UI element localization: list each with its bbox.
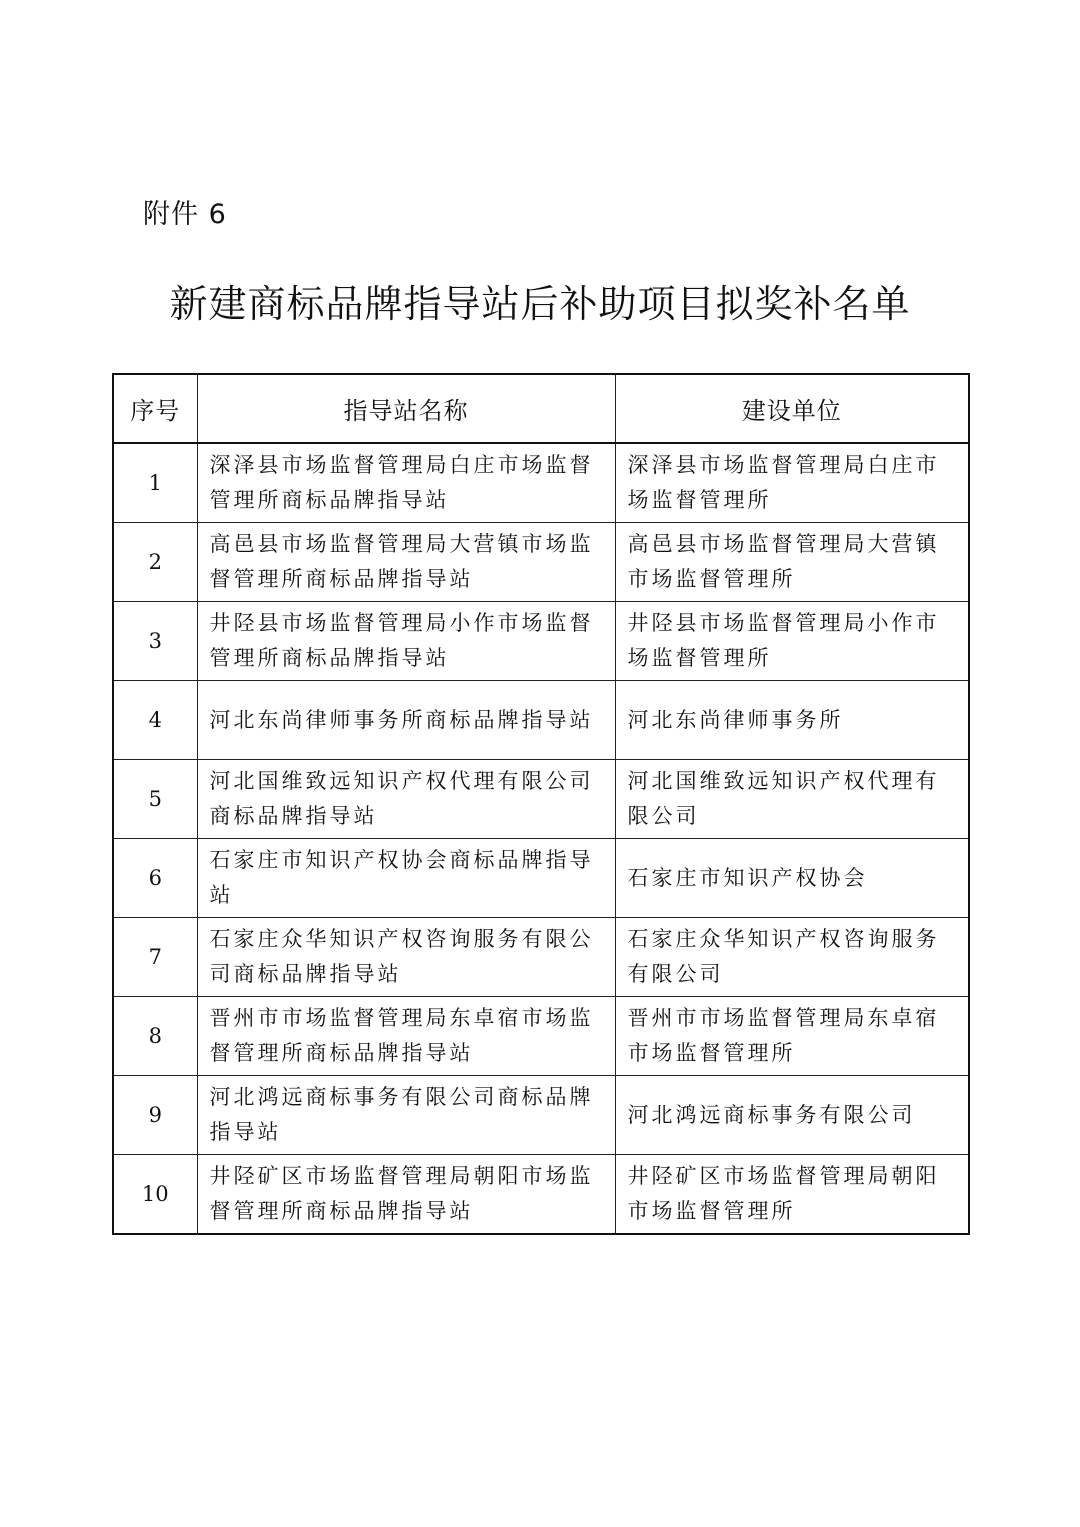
- table-header: [113, 374, 969, 443]
- table-row: [113, 681, 969, 760]
- header-construction-unit: 建设单位: [615, 374, 969, 443]
- table-row: [113, 1155, 969, 1235]
- row-serial-number: 3: [113, 602, 197, 681]
- table-row: [113, 602, 969, 681]
- table-row: [113, 760, 969, 839]
- row-station-name: 深泽县市场监督管理局白庄市场监督管理所商标品牌指导站: [197, 443, 615, 523]
- row-serial-number: 2: [113, 523, 197, 602]
- row-construction-unit: 河北东尚律师事务所: [615, 681, 969, 760]
- row-serial-number: 6: [113, 839, 197, 918]
- row-construction-unit: 河北国维致远知识产权代理有限公司: [615, 760, 969, 839]
- row-station-name: 河北鸿远商标事务有限公司商标品牌指导站: [197, 1076, 615, 1155]
- row-station-name: 石家庄众华知识产权咨询服务有限公司商标品牌指导站: [197, 918, 615, 997]
- row-serial-number: 5: [113, 760, 197, 839]
- row-construction-unit: 深泽县市场监督管理局白庄市场监督管理所: [615, 443, 969, 523]
- row-station-name: 河北东尚律师事务所商标品牌指导站: [197, 681, 615, 760]
- row-construction-unit: 石家庄众华知识产权咨询服务有限公司: [615, 918, 969, 997]
- row-serial-number: 8: [113, 997, 197, 1076]
- award-list-table: [112, 373, 970, 1235]
- header-station-name: 指导站名称: [197, 374, 615, 443]
- row-station-name: 井陉县市场监督管理局小作市场监督管理所商标品牌指导站: [197, 602, 615, 681]
- row-station-name: 河北国维致远知识产权代理有限公司商标品牌指导站: [197, 760, 615, 839]
- document-title: 新建商标品牌指导站后补助项目拟奖补名单: [169, 282, 911, 326]
- header-row: [113, 374, 969, 443]
- table-row: [113, 918, 969, 997]
- row-construction-unit: 河北鸿远商标事务有限公司: [615, 1076, 969, 1155]
- row-station-name: 高邑县市场监督管理局大营镇市场监督管理所商标品牌指导站: [197, 523, 615, 602]
- table-row: [113, 443, 969, 523]
- table-row: [113, 523, 969, 602]
- row-serial-number: 9: [113, 1076, 197, 1155]
- table-row: [113, 839, 969, 918]
- table-body: [113, 443, 969, 1234]
- row-serial-number: 1: [113, 443, 197, 523]
- attachment-label: 附件 6: [143, 199, 227, 230]
- table-row: [113, 997, 969, 1076]
- row-serial-number: 4: [113, 681, 197, 760]
- row-construction-unit: 石家庄市知识产权协会: [615, 839, 969, 918]
- table-row: [113, 1076, 969, 1155]
- row-station-name: 井陉矿区市场监督管理局朝阳市场监督管理所商标品牌指导站: [197, 1155, 615, 1235]
- row-construction-unit: 高邑县市场监督管理局大营镇市场监督管理所: [615, 523, 969, 602]
- row-serial-number: 7: [113, 918, 197, 997]
- row-construction-unit: 晋州市市场监督管理局东卓宿市场监督管理所: [615, 997, 969, 1076]
- row-construction-unit: 井陉县市场监督管理局小作市场监督管理所: [615, 602, 969, 681]
- row-serial-number: 10: [113, 1155, 197, 1235]
- row-construction-unit: 井陉矿区市场监督管理局朝阳市场监督管理所: [615, 1155, 969, 1235]
- row-station-name: 石家庄市知识产权协会商标品牌指导站: [197, 839, 615, 918]
- row-station-name: 晋州市市场监督管理局东卓宿市场监督管理所商标品牌指导站: [197, 997, 615, 1076]
- header-serial-number: 序号: [113, 374, 197, 443]
